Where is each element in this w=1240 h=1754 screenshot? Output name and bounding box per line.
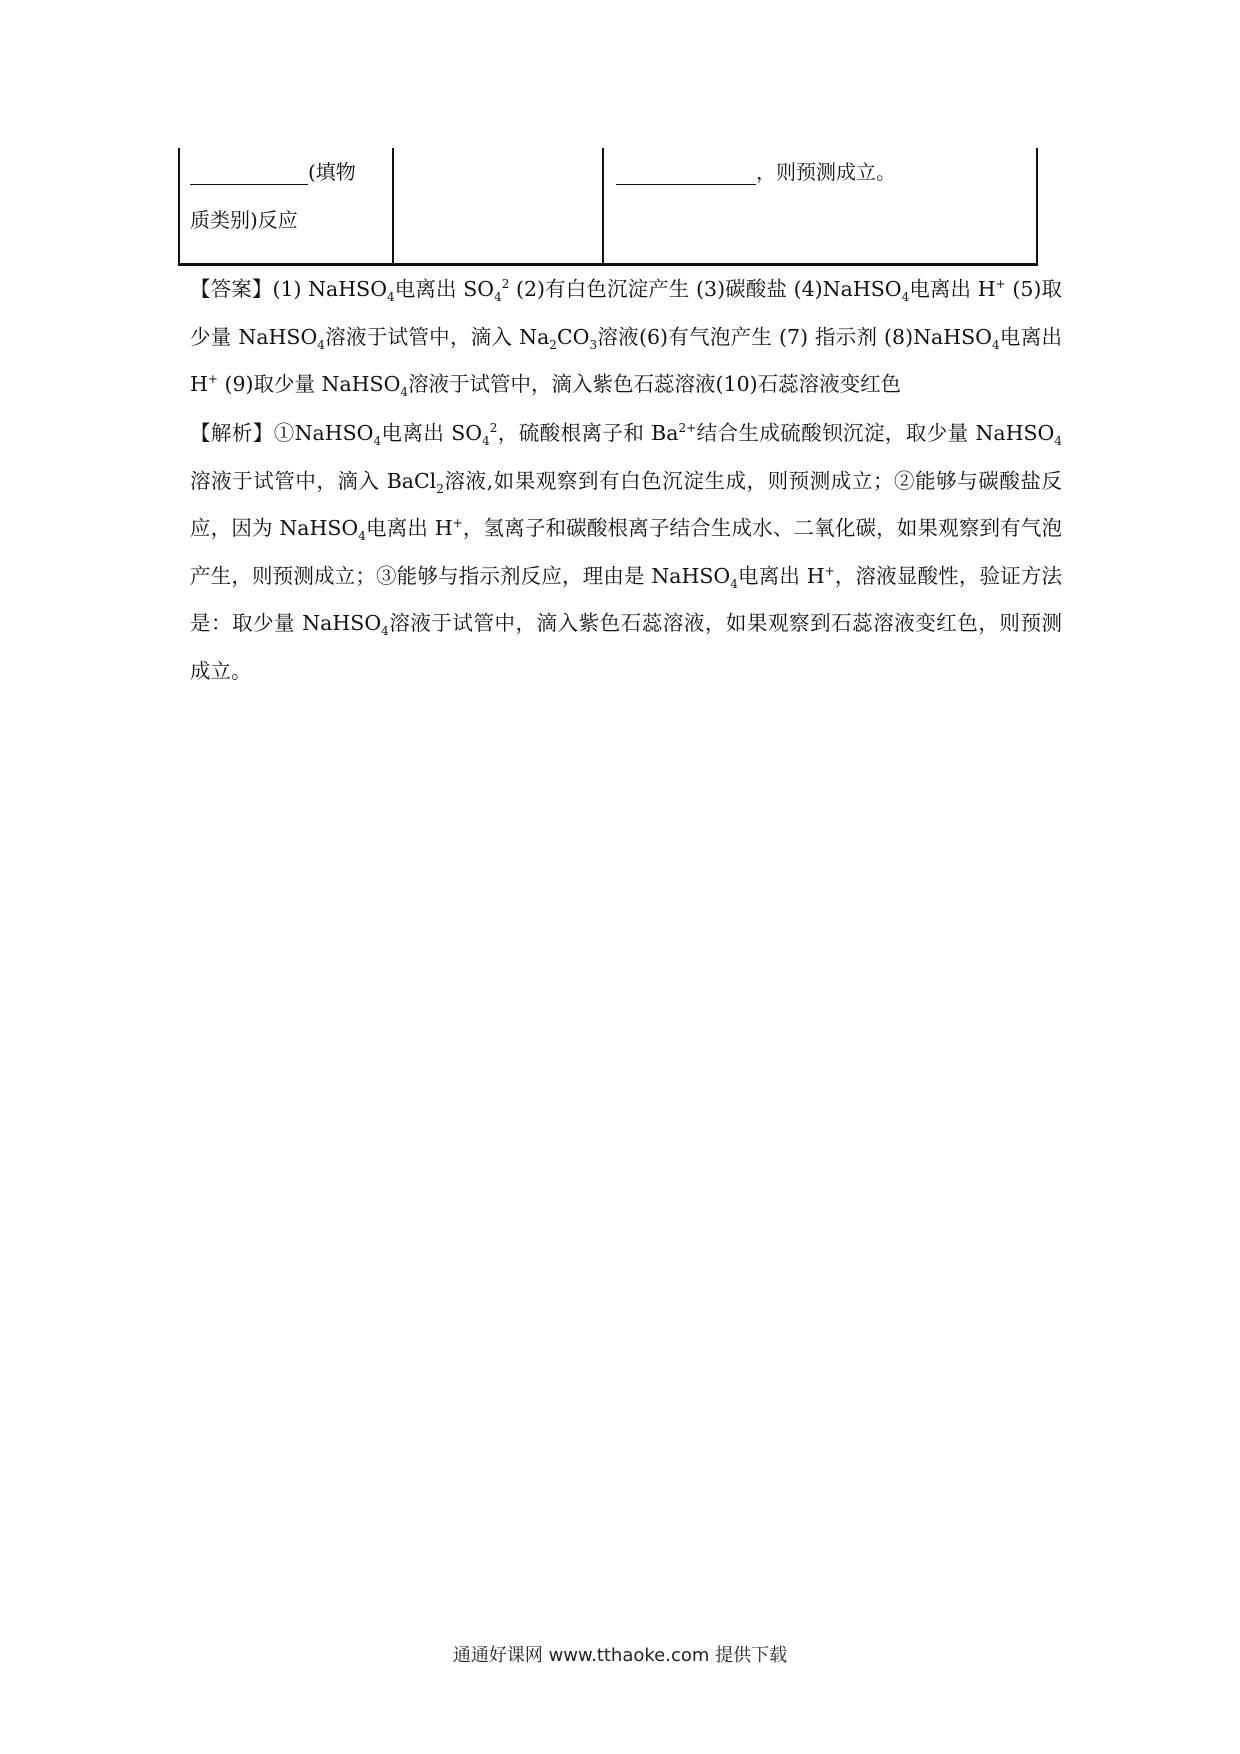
table-border-left (178, 148, 180, 266)
page-footer: 通通好课网 www.tthaoke.com 提供下载 (452, 1645, 788, 1666)
table-divider-1 (392, 148, 394, 266)
analysis-paragraph: 【解析】①NaHSO$_4$电离出 $SO_4^2$，硫酸根离子和 $Ba^{2+}$结合生成硫酸钡沉淀，取少量 NaHSO$_4$溶液于试管中，滴入 BaCl$_2$溶液,如果观察到有白色沉淀生成，则预测成立；②能够与碳酸盐反应，因为 NaHSO$_4$电离出 H+，氢离子和碳酸根离子结合生成水、二氧化碳，如果观察到有气泡产生，则预测成立；③能够与指示剂反应，理由是 NaHSO$_4$电离出 H+，溶液显酸性，验证方法是：取少量 NaHSO$_4$溶液于试管中，滴入紫色石蕊溶液，如果观察到石蕊溶液变红色，则预测成立。 (190, 421, 1063, 683)
answer-paragraph: 【答案】(1) NaHSO$_4$电离出 $SO_4^2$ (2)有白色沉淀产生 (3)碳酸盐 (4)NaHSO$_4$电离出 H+ (5)取少量 NaHSO$_4$溶液于试管中，滴入 $Na_2CO_3$溶液(6)有气泡产生 (7) 指示剂 (8)NaHSO$_4$电离出 H+ (9)取少量 NaHSO$_4$溶液于试管中，滴入紫色石蕊溶液(10)石蕊溶液变红色 (190, 277, 1062, 400)
table-divider-2 (602, 148, 604, 266)
table-cell-col3: ，则预测成立。 (616, 148, 896, 196)
fill-blank (616, 158, 756, 185)
fill-blank (190, 158, 308, 185)
table-fragment (178, 148, 1038, 266)
table-cell-col1: (填物 质类别)反应 (190, 160, 356, 232)
table-border-right (1036, 148, 1038, 266)
answer-label: 【答案】 (190, 277, 273, 301)
analysis-label: 【解析】 (190, 421, 274, 445)
